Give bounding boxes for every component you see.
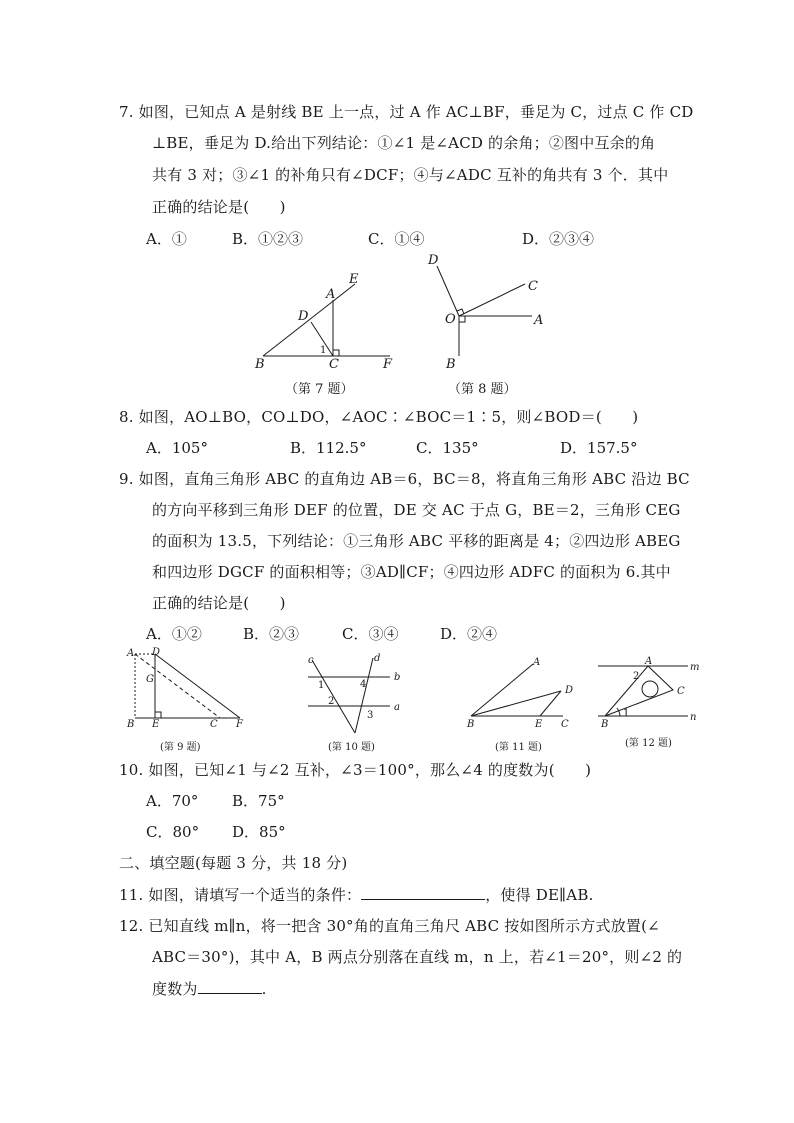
fig7-caption: （第 7 题） xyxy=(285,382,354,397)
q12-line-1: 12. 已知直线 m∥n，将一把含 30°角的直角三角尺 ABC 按如图所示方式放置(∠ xyxy=(119,917,660,935)
q7-option-a: A．① xyxy=(146,230,187,248)
fig10-label-3: 3 xyxy=(367,710,374,721)
fig10-label-2: 2 xyxy=(328,696,335,707)
fig12-angle-1-arc xyxy=(617,708,620,716)
fig7-label-d: D xyxy=(298,309,309,324)
q9-option-d: D．②④ xyxy=(440,625,498,643)
fig9-label-e: E xyxy=(152,719,160,730)
fig9-label-b: B xyxy=(127,719,135,730)
q7-option-b: B．①②③ xyxy=(232,230,304,248)
fig8-label-c: C xyxy=(528,279,538,294)
fig10-label-c: c xyxy=(308,655,314,666)
q9-line-5: 正确的结论是( ) xyxy=(152,594,286,612)
q11-suffix: ，使得 DE∥AB. xyxy=(485,886,594,904)
fig7-label-b: B xyxy=(255,357,265,372)
fig9-label-a: A xyxy=(127,648,135,659)
q12-last-prefix: 度数为 xyxy=(152,980,198,998)
q7-line-2: ⊥BE，垂足为 D.给出下列结论：①∠1 是∠ACD 的余角；②图中互余的角 xyxy=(152,134,656,152)
fig10-label-4: 4 xyxy=(360,679,367,690)
fig11-label-c: C xyxy=(561,719,569,730)
fig11-label-a: A xyxy=(533,657,541,668)
fig12-label-c: C xyxy=(677,686,685,697)
fig12-label-a: A xyxy=(645,656,653,667)
fig7-label-e: E xyxy=(349,272,359,287)
fig10-caption: (第 10 题) xyxy=(328,742,375,753)
q10-line: 10. 如图，已知∠1 与∠2 互补，∠3＝100°，那么∠4 的度数为( ) xyxy=(119,761,592,779)
fig9-label-d: D xyxy=(152,647,161,658)
q10-option-a: A．70° xyxy=(146,792,199,810)
q10-option-d: D．85° xyxy=(232,823,286,841)
fig8-label-d: D xyxy=(428,253,439,268)
fig8-label-o: O xyxy=(445,312,456,327)
fig11-label-e: E xyxy=(535,719,543,730)
fig12-label-2: 2 xyxy=(633,671,640,682)
q7-option-d: D．②③④ xyxy=(522,230,595,248)
q12-last-suffix: . xyxy=(261,980,267,998)
fig9-label-c: C xyxy=(210,719,218,730)
q11-prefix: 11. 如图，请填写一个适当的条件： xyxy=(119,886,362,904)
q9-line-2: 的方向平移到三角形 DEF 的位置，DE 交 AC 于点 G，BE＝2，三角形 CEG xyxy=(152,501,681,519)
fig10-label-1: 1 xyxy=(318,680,325,691)
q9-line-3: 的面积为 13.5，下列结论：①三角形 ABC 平移的距离是 4；②四边形 ABEG xyxy=(152,532,681,550)
q9-option-c: C．③④ xyxy=(342,625,399,643)
q12-line-3 xyxy=(152,978,267,999)
fig12-triangle-hole xyxy=(642,681,658,697)
fig12-label-m: m xyxy=(690,662,700,673)
fig8-label-a: A xyxy=(534,313,544,328)
q9-option-b: B．②③ xyxy=(243,625,300,643)
fig11-caption: (第 11 题) xyxy=(495,742,542,753)
fig11-label-d: D xyxy=(565,685,574,696)
q10-option-c: C．80° xyxy=(146,823,200,841)
q7-line-3: 共有 3 对；③∠1 的补角只有∠DCF；④与∠ADC 互补的角共有 3 个．其中 xyxy=(152,166,669,184)
fig10-label-a: a xyxy=(394,702,400,713)
q11-line xyxy=(119,884,594,905)
q10-option-b: B．75° xyxy=(232,792,285,810)
fig7-label-a: A xyxy=(326,287,336,302)
q9-line-1: 9. 如图，直角三角形 ABC 的直角边 AB＝6，BC＝8，将直角三角形 ABC 沿边 BC xyxy=(119,470,690,488)
fig10-label-d: d xyxy=(374,653,381,664)
q11-answer-blank[interactable] xyxy=(361,885,485,900)
q8-option-c: C．135° xyxy=(416,439,479,457)
fig7-label-c: C xyxy=(329,357,339,372)
fig11-label-b: B xyxy=(467,719,475,730)
fig9-label-g: G xyxy=(146,674,154,685)
fig9-label-f: F xyxy=(236,719,243,730)
q7-option-c: C．①④ xyxy=(368,230,425,248)
q9-line-4: 和四边形 DGCF 的面积相等；③AD∥CF；④四边形 ADFC 的面积为 6.其中 xyxy=(152,563,671,581)
fig8-caption: （第 8 题） xyxy=(448,382,517,397)
q7-line-4: 正确的结论是( ) xyxy=(152,198,286,216)
fig12-caption: (第 12 题) xyxy=(625,738,672,749)
q8-line: 8. 如图，AO⊥BO，CO⊥DO，∠AOC∶∠BOC＝1∶5，则∠BOD＝( ) xyxy=(119,408,639,426)
fig12-label-1: 1 xyxy=(623,708,630,719)
fig7-label-f: F xyxy=(383,357,393,372)
q12-line-2: ABC＝30°)，其中 A，B 两点分别落在直线 m，n 上，若∠1＝20°，则∠2 的 xyxy=(152,948,683,966)
fig9-caption: (第 9 题) xyxy=(160,742,201,753)
fig10-label-b: b xyxy=(394,672,401,683)
fig12-label-b: B xyxy=(601,719,609,730)
q7-line-1: 7. 如图，已知点 A 是射线 BE 上一点，过 A 作 AC⊥BF，垂足为 C，过点 C 作 CD xyxy=(119,103,694,121)
q12-answer-blank[interactable] xyxy=(198,979,262,994)
q8-option-b: B．112.5° xyxy=(290,439,367,457)
q9-option-a: A．①② xyxy=(146,625,202,643)
fig7-label-1: 1 xyxy=(320,345,327,356)
fig8-label-b: B xyxy=(446,357,456,372)
q8-option-d: D．157.5° xyxy=(560,439,638,457)
section-2-title: 二、填空题(每题 3 分，共 18 分) xyxy=(119,854,348,872)
fig12-label-n: n xyxy=(690,712,697,723)
q8-option-a: A．105° xyxy=(146,439,208,457)
